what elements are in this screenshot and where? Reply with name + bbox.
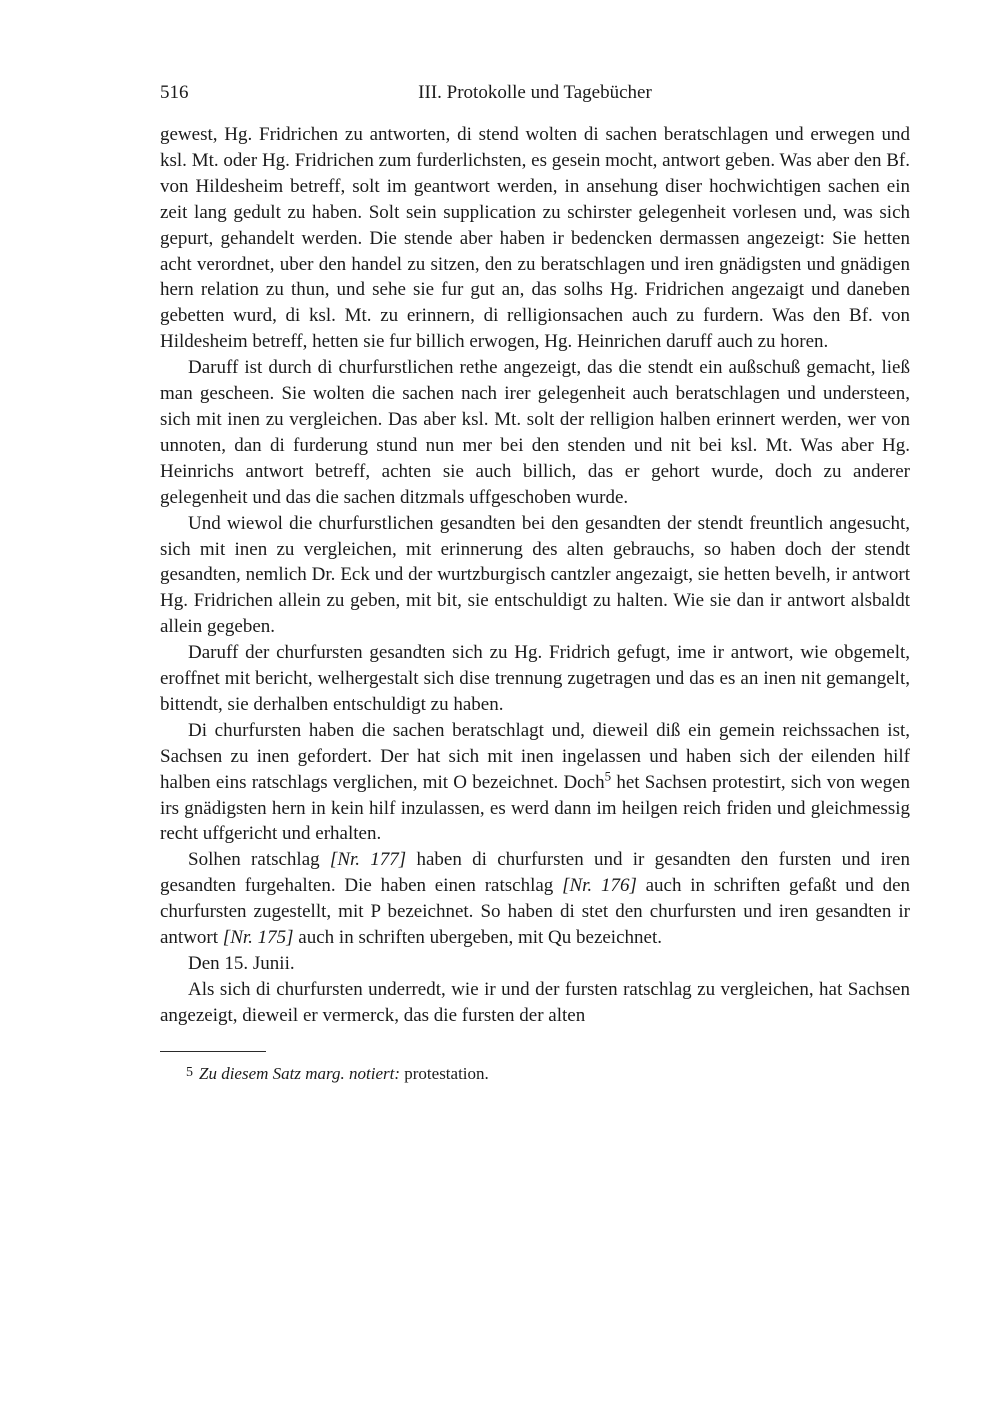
text-segment: Daruff der churfursten gesandten sich zu Hg. Fridrich gefugt, ime ir antwort, wie obgemelt, eroffnet mit bericht, welhergestalt sich dise trennung zugetragen und das es an inen nit gemangelt, bittendt, sie derhalben entschuldigt zu haben.	[160, 642, 910, 715]
text-segment: gewest, Hg. Fridrichen zu antworten, di stend wolten di sachen beratschlagen und erwegen und ksl. Mt. oder Hg. Fridrichen zum furderlichsten, es gesein mocht, antwort geben. Was aber den Bf. von Hildesheim betreff, solt im geantwort werden, in ansehung diser hochwichtigen sachen ein zeit lang gedult zu haben. Solt sein supplication zu schirster gelegenheit vorlesen und, was sich gepurt, gehandelt werden. Die stende aber haben ir bedencken dermassen angezeigt: Sie hetten acht verordnet, uber den handel zu sitzen, den zu beratschlagen und iren gnädigsten und gnädigen hern relation zu thun, und sehe sie fur gut an, das solhs Hg. Fridrichen angezaigt und daneben gebetten wurd, di ksl. Mt. zu erinnern, di relligionsachen auch zu furdern. Was den Bf. von Hildesheim betreff, hetten sie fur billich erwogen, Hg. Heinrichen daruff auch zu horen.	[160, 124, 910, 353]
paragraph	[160, 977, 910, 1029]
text-segment: Daruff ist durch di churfurstlichen rethe angezeigt, das die stendt ein außschuß gemacht, ließ man gescheen. Sie wolten die sachen nach irer gelegenheit auch beratschlagen und understeen, sich mit inen zu vergleichen. Das aber ksl. Mt. solt der relligion halben erinnert werden, wer von unnoten, dan di furderung stund nun mer bei den stenden und nit bei ksl. Mt. Was aber Hg. Heinrichs antwort betreff, achten sie auch billich, das er gehort wurde, doch zu anderer gelegenheit und das die sachen ditzmals uffgeschoben wurde.	[160, 357, 910, 508]
running-title: III. Protokolle und Tagebücher	[418, 82, 652, 103]
text-segment: haben di churfursten und ir gesandten den fursten und iren gesandten furgehalten. Die haben einen ratschlag	[160, 849, 910, 897]
text-segment: 5	[604, 768, 612, 784]
text-segment: Solhen ratschlag	[188, 849, 330, 871]
text-segment: Als sich di churfursten underredt, wie ir und der fursten ratschlag zu vergleichen, hat Sachsen angezeigt, dieweil er vermerck, das die fursten der alten	[160, 978, 910, 1026]
text-segment: Di churfursten haben die sachen beratschlagt und, dieweil diß ein gemein reichssachen ist, Sachsen zu inen gefordert. Der hat sich mit inen ingelassen und haben sich der eilenden hilf halben eins ratschlags verglichen, mit O bezeichnet. Doch	[160, 719, 910, 793]
text-segment: Zu diesem Satz marg. notiert:	[199, 1063, 401, 1083]
paragraph	[160, 511, 910, 641]
paragraph	[160, 640, 910, 718]
text-segment: auch in schriften ubergeben, mit Qu bezeichnet.	[293, 927, 662, 949]
paragraph	[160, 355, 910, 510]
footnote-text	[160, 1062, 910, 1085]
page-header	[160, 82, 910, 104]
text-segment: Den 15. Junii.	[188, 953, 295, 974]
paragraph	[160, 847, 910, 951]
text-segment: Und wiewol die churfurstlichen gesandten bei den gesandten der stendt freuntlich angesucht, sich mit inen zu vergleichen, mit erinnerung des alten gebrauchs, so haben doch der stendt gesandten, nemlich Dr. Eck und der wurtzburgisch cantzler angezaigt, sie hetten bevelh, ir antwort Hg. Fridrichen allein zu geben, mit bit, sie entschuldigt zu halten. Wie sie dan ir antwort alsbaldt allein gegeben.	[160, 512, 910, 638]
footnote-block	[160, 1051, 910, 1085]
text-segment: auch in schriften gefaßt und den churfursten zugestellt, mit P bezeichnet. So haben di stet den churfursten und iren gesandten ir antwort	[160, 875, 911, 949]
body-text	[160, 122, 910, 1029]
page-content	[160, 82, 910, 1085]
text-segment: [Nr. 176]	[562, 875, 637, 897]
paragraph	[160, 951, 910, 977]
paragraph	[160, 122, 910, 355]
footnote-rule	[160, 1051, 266, 1052]
text-segment: [Nr. 177]	[329, 849, 407, 871]
text-segment: het Sachsen protestirt, sich von wegen irs gnädigsten hern in kein hilf inzulassen, es werd dann im heilgen reich friden und gleichmessig recht uffgericht und erhalten.	[160, 771, 910, 845]
text-segment: protestation.	[400, 1063, 489, 1083]
footnote-marker: 5	[186, 1064, 193, 1080]
paragraph	[160, 718, 910, 848]
page-number: 516	[160, 82, 189, 103]
text-segment: [Nr. 175]	[222, 927, 294, 949]
